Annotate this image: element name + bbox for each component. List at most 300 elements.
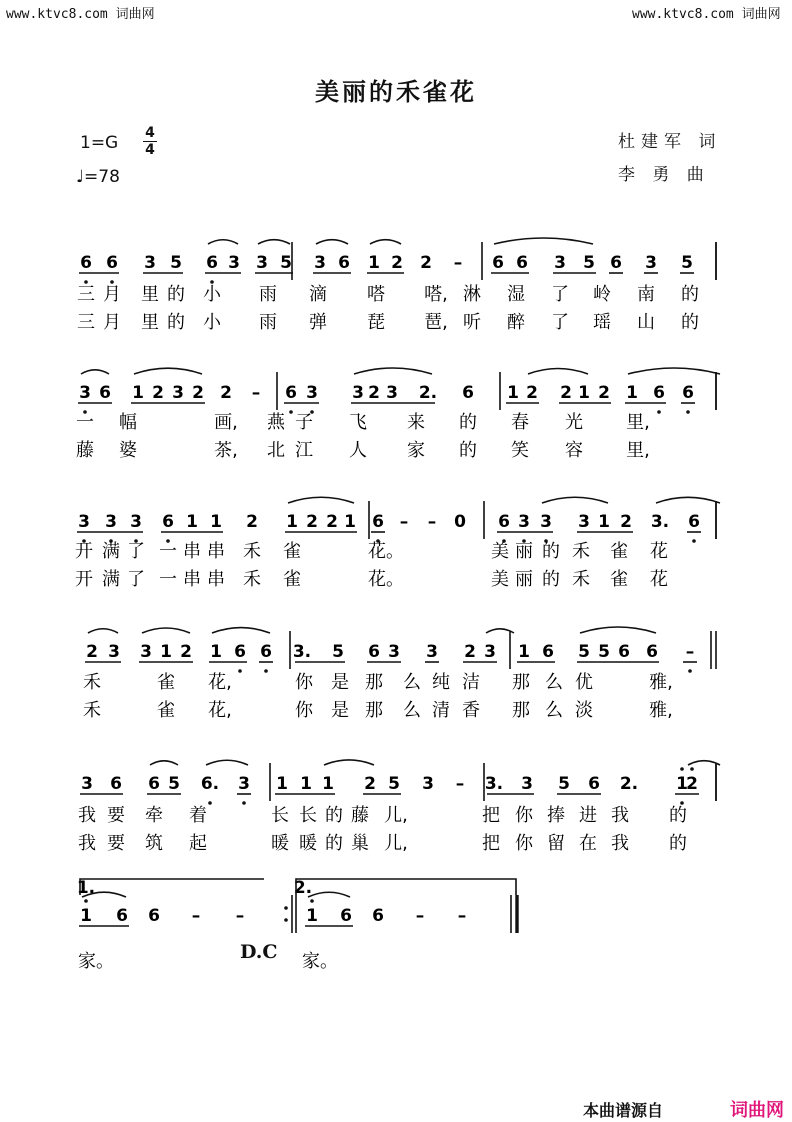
lyric-syllable: 容	[565, 440, 583, 461]
slur	[316, 240, 348, 244]
lyric-syllable: 你	[295, 672, 313, 693]
lyric-syllable: 我	[78, 833, 96, 854]
lyric-syllable: 优	[575, 672, 593, 693]
note: –	[427, 512, 437, 532]
note: 6	[682, 383, 694, 403]
lyric-syllable: 里	[141, 312, 159, 333]
repeat-dot	[284, 906, 288, 910]
lyric-syllable: 长	[271, 805, 289, 826]
note: 1	[578, 383, 590, 403]
note: 6	[340, 906, 352, 926]
note: 5	[388, 774, 400, 794]
lyric-syllable: 了	[551, 284, 569, 305]
lyric-syllable: 是	[331, 700, 349, 721]
note: 1	[276, 774, 288, 794]
composer-credit: 李 勇 曲	[618, 165, 710, 185]
slur	[212, 628, 270, 633]
note: 3	[645, 253, 657, 273]
note: 3.	[292, 642, 312, 662]
note: 6	[116, 906, 128, 926]
note: 6	[148, 774, 160, 794]
note: 1	[80, 906, 92, 926]
lyric-syllable: 雨	[259, 312, 277, 333]
lyricist-credit: 杜建军 词	[618, 132, 722, 152]
note: 3	[81, 774, 93, 794]
lyric-syllable: 雀	[610, 569, 628, 590]
lyric-syllable: 串	[183, 569, 201, 590]
lyric-syllable: 是	[331, 672, 349, 693]
lyric-syllable: 禾	[572, 541, 590, 562]
slur	[580, 627, 656, 633]
note: 6	[588, 774, 600, 794]
lyric-syllable: 南	[637, 284, 655, 305]
lyric-syllable: 花,	[208, 700, 232, 721]
lyric-syllable: 禾	[572, 569, 590, 590]
lyric-syllable: 光	[565, 412, 583, 433]
octave-dot-low	[238, 669, 242, 673]
lyric-syllable: 长	[299, 805, 317, 826]
lyric-syllable: 捧	[547, 805, 565, 826]
note: 2	[464, 642, 476, 662]
note: 3	[306, 383, 318, 403]
slur	[308, 892, 350, 897]
lyric-syllable: 燕	[267, 412, 285, 433]
note: 3	[314, 253, 326, 273]
lyric-syllable: 么	[545, 700, 563, 721]
lyric-syllable: 串	[207, 569, 225, 590]
lyric-syllable: 里,	[626, 412, 650, 433]
lyric-syllable: 滴	[309, 284, 327, 305]
note: 6.	[200, 774, 220, 794]
lyric-syllable: 的	[681, 312, 699, 333]
note: 3	[78, 512, 90, 532]
lyric-syllable: 月	[103, 284, 121, 305]
note: 6	[462, 383, 474, 403]
lyric-syllable: 藤	[76, 440, 94, 461]
note: –	[251, 383, 261, 403]
lyric-syllable: 三	[77, 312, 95, 333]
time-signature-bottom: 4	[145, 142, 155, 158]
octave-dot-low	[657, 410, 661, 414]
note: 1	[186, 512, 198, 532]
lyric-syllable: 了	[127, 569, 145, 590]
lyric-syllable: 花	[650, 541, 668, 562]
note: 1	[322, 774, 334, 794]
note: 3	[554, 253, 566, 273]
note: 6	[653, 383, 665, 403]
note: –	[453, 253, 463, 273]
lyric-syllable: 淋	[463, 284, 481, 305]
note: 1	[300, 774, 312, 794]
lyric-syllable: 了	[551, 312, 569, 333]
slur	[258, 240, 290, 244]
note: 2	[326, 512, 338, 532]
lyric-syllable: 你	[295, 700, 313, 721]
lyric-syllable: 筑	[145, 833, 163, 854]
note: 3	[144, 253, 156, 273]
note: 2.	[418, 383, 438, 403]
lyric-syllable: 小	[203, 284, 221, 305]
lyric-syllable: 里	[141, 284, 159, 305]
note: 5	[558, 774, 570, 794]
note: 6	[338, 253, 350, 273]
note: 1	[210, 512, 222, 532]
lyric-syllable: 牵	[145, 805, 163, 826]
lyric-syllable: 弹	[309, 312, 327, 333]
note: 3	[540, 512, 552, 532]
note: 3.	[484, 774, 504, 794]
slur	[88, 629, 118, 633]
note: 2	[368, 383, 380, 403]
lyric-syllable: 的	[167, 284, 185, 305]
lyric-syllable: 美	[491, 541, 509, 562]
lyric-syllable: 美	[491, 569, 509, 590]
lyric-syllable: 茶,	[214, 440, 238, 461]
note: 3	[105, 512, 117, 532]
note: 3	[238, 774, 250, 794]
octave-dot-high	[680, 767, 684, 771]
lyric-syllable: 么	[403, 700, 421, 721]
lyric-syllable: 里,	[626, 440, 650, 461]
lyric-syllable: 听	[463, 312, 481, 333]
note: 6	[162, 512, 174, 532]
octave-dot-low	[208, 801, 212, 805]
lyric-syllable: 丽	[515, 541, 533, 562]
note: 3	[521, 774, 533, 794]
note: 2	[180, 642, 192, 662]
lyric-syllable: 岭	[593, 284, 611, 305]
lyric-syllable: 禾	[83, 700, 101, 721]
note: 2	[598, 383, 610, 403]
lyric-syllable: 留	[547, 833, 565, 854]
note: –	[457, 906, 467, 926]
note: 3	[484, 642, 496, 662]
lyric-syllable: 你	[515, 805, 533, 826]
tempo-marking: ♩=78	[76, 167, 120, 187]
note: 5	[168, 774, 180, 794]
octave-dot-low	[264, 669, 268, 673]
note: 2	[152, 383, 164, 403]
note: 2	[526, 383, 538, 403]
lyric-syllable: 家。	[78, 951, 114, 972]
lyric-syllable: 起	[189, 833, 207, 854]
lyric-syllable: 把	[482, 833, 500, 854]
note: 3	[386, 383, 398, 403]
note: 6	[80, 253, 92, 273]
note: 6	[148, 906, 160, 926]
lyric-syllable: 串	[183, 541, 201, 562]
lyric-syllable: 巢	[351, 833, 369, 854]
lyric-syllable: 小	[203, 312, 221, 333]
note: 2	[192, 383, 204, 403]
note: 6	[492, 253, 504, 273]
lyric-syllable: 琵	[367, 312, 385, 333]
note: 3	[130, 512, 142, 532]
slur	[142, 628, 190, 633]
note: 3	[256, 253, 268, 273]
note: 2	[306, 512, 318, 532]
note: 6	[110, 774, 122, 794]
note: 3	[426, 642, 438, 662]
note: –	[455, 774, 465, 794]
lyric-syllable: 我	[611, 833, 629, 854]
volta-label-1: 1.	[76, 878, 96, 898]
note: 6	[498, 512, 510, 532]
lyric-syllable: 的	[681, 284, 699, 305]
lyric-syllable: 了	[127, 541, 145, 562]
note: 6	[106, 253, 118, 273]
lyric-syllable: 满	[102, 541, 120, 562]
lyric-syllable: 开	[75, 541, 93, 562]
lyric-syllable: 香	[462, 700, 480, 721]
lyric-syllable: 一	[159, 569, 177, 590]
lyric-syllable: 在	[579, 833, 597, 854]
lyric-syllable: 北	[267, 440, 285, 461]
lyric-syllable: 的	[325, 805, 343, 826]
note: 6	[618, 642, 630, 662]
lyric-syllable: 雨	[259, 284, 277, 305]
lyric-syllable: 的	[669, 833, 687, 854]
lyric-syllable: 醉	[507, 312, 525, 333]
lyric-syllable: 琶,	[424, 312, 448, 333]
note: 3	[422, 774, 434, 794]
lyric-syllable: 花。	[368, 541, 404, 562]
octave-dot-low	[242, 801, 246, 805]
lyric-syllable: 要	[107, 805, 125, 826]
lyric-syllable: 暖	[271, 833, 289, 854]
note: 5	[332, 642, 344, 662]
lyric-syllable: 么	[545, 672, 563, 693]
slur	[134, 368, 202, 374]
note: 6	[260, 642, 272, 662]
lyric-syllable: 那	[512, 672, 530, 693]
note: 2	[420, 253, 432, 273]
note: 1	[626, 383, 638, 403]
lyric-syllable: 儿,	[384, 833, 408, 854]
note: 3	[578, 512, 590, 532]
note: 0	[454, 512, 466, 532]
lyric-syllable: 三	[77, 284, 95, 305]
note: 6	[99, 383, 111, 403]
lyric-syllable: 把	[482, 805, 500, 826]
note: –	[235, 906, 245, 926]
lyric-syllable: 家。	[302, 951, 338, 972]
lyric-syllable: 的	[325, 833, 343, 854]
note: 1	[210, 642, 222, 662]
lyric-syllable: 儿,	[384, 805, 408, 826]
lyric-syllable: 月	[103, 312, 121, 333]
repeat-dot	[284, 918, 288, 922]
note: 6	[285, 383, 297, 403]
slur	[370, 240, 401, 244]
lyric-syllable: 暖	[299, 833, 317, 854]
note: 1	[344, 512, 356, 532]
slur	[150, 761, 178, 765]
lyric-syllable: 一	[159, 541, 177, 562]
note: 1	[160, 642, 172, 662]
note: 3	[79, 383, 91, 403]
octave-dot-low	[686, 410, 690, 414]
lyric-syllable: 笑	[511, 440, 529, 461]
note: 6	[372, 906, 384, 926]
lyric-syllable: 婆	[119, 440, 137, 461]
note: 6	[542, 642, 554, 662]
lyric-syllable: 那	[365, 700, 383, 721]
note: 1	[132, 383, 144, 403]
note: 6	[234, 642, 246, 662]
lyric-syllable: 么	[403, 672, 421, 693]
note: 1	[507, 383, 519, 403]
note: 2	[86, 642, 98, 662]
octave-dot-low	[692, 539, 696, 543]
lyric-syllable: 家	[407, 440, 425, 461]
lyric-syllable: 花。	[368, 569, 404, 590]
note: 1	[306, 906, 318, 926]
note: 5	[598, 642, 610, 662]
slur	[656, 497, 720, 503]
lyric-syllable: 来	[407, 412, 425, 433]
lyric-syllable: 子	[295, 412, 313, 433]
lyric-syllable: 淡	[575, 700, 593, 721]
note: 3	[140, 642, 152, 662]
lyric-syllable: 雀	[283, 541, 301, 562]
note: 3.	[650, 512, 670, 532]
lyric-syllable: 开	[75, 569, 93, 590]
note: 1	[518, 642, 530, 662]
note: 6	[646, 642, 658, 662]
note: 1	[676, 774, 688, 794]
lyric-syllable: 纯	[432, 672, 450, 693]
lyric-syllable: 那	[365, 672, 383, 693]
note: 3	[228, 253, 240, 273]
octave-dot-low	[688, 669, 692, 673]
lyric-syllable: 雀	[610, 541, 628, 562]
lyric-syllable: 的	[669, 805, 687, 826]
note: 6	[610, 253, 622, 273]
lyric-syllable: 嗒,	[424, 284, 448, 305]
lyric-syllable: 禾	[83, 672, 101, 693]
slur	[628, 368, 720, 374]
note: 5	[681, 253, 693, 273]
note: 1	[368, 253, 380, 273]
lyric-syllable: 那	[512, 700, 530, 721]
note: 6	[206, 253, 218, 273]
key-signature: 1=G	[80, 133, 119, 153]
note: 3	[108, 642, 120, 662]
note: 3	[388, 642, 400, 662]
lyric-syllable: 清	[432, 700, 450, 721]
lyric-syllable: 丽	[515, 569, 533, 590]
note: 2	[364, 774, 376, 794]
note: 2.	[619, 774, 639, 794]
note: –	[399, 512, 409, 532]
lyric-syllable: 春	[511, 412, 529, 433]
song-title: 美丽的禾雀花	[315, 78, 477, 106]
slur	[288, 497, 354, 503]
note: 1	[598, 512, 610, 532]
lyric-syllable: 湿	[507, 284, 525, 305]
note: 3	[518, 512, 530, 532]
lyric-syllable: 你	[515, 833, 533, 854]
lyric-syllable: 山	[637, 312, 655, 333]
octave-dot-high	[690, 767, 694, 771]
lyric-syllable: 画,	[214, 412, 238, 433]
note: 5	[170, 253, 182, 273]
lyric-syllable: 的	[542, 569, 560, 590]
note: 2	[686, 774, 698, 794]
slur	[542, 497, 608, 503]
note: 3	[172, 383, 184, 403]
note: 2	[620, 512, 632, 532]
da-capo-marking: D.C	[240, 941, 278, 963]
note: 1	[286, 512, 298, 532]
note: 5	[280, 253, 292, 273]
note: –	[685, 642, 695, 662]
lyric-syllable: 禾	[243, 541, 261, 562]
lyric-syllable: 满	[102, 569, 120, 590]
slur	[206, 760, 248, 765]
watermark-left: www.ktvc8.com 词曲网	[6, 7, 155, 22]
lyric-syllable: 禾	[243, 569, 261, 590]
lyric-syllable: 藤	[351, 805, 369, 826]
slur	[494, 238, 593, 244]
octave-dot-high	[84, 899, 88, 903]
note: 6	[516, 253, 528, 273]
lyric-syllable: 串	[207, 541, 225, 562]
lyric-syllable: 我	[78, 805, 96, 826]
note: 2	[246, 512, 258, 532]
lyric-syllable: 进	[579, 805, 597, 826]
lyric-syllable: 雅,	[649, 700, 673, 721]
slur	[324, 760, 374, 765]
lyric-syllable: 花,	[208, 672, 232, 693]
lyric-syllable: 雀	[157, 700, 175, 721]
octave-dot-high	[310, 899, 314, 903]
lyric-syllable: 雀	[283, 569, 301, 590]
lyric-syllable: 的	[167, 312, 185, 333]
note: 2	[560, 383, 572, 403]
lyric-syllable: 雀	[157, 672, 175, 693]
slur	[81, 370, 109, 374]
lyric-syllable: 雅,	[649, 672, 673, 693]
lyric-syllable: 洁	[462, 672, 480, 693]
slur	[208, 240, 238, 244]
lyric-syllable: 着	[189, 805, 207, 826]
lyric-syllable: 飞	[349, 412, 367, 433]
note: 5	[583, 253, 595, 273]
octave-dot-low	[289, 410, 293, 414]
lyric-syllable: 嗒	[367, 284, 385, 305]
lyric-syllable: 花	[650, 569, 668, 590]
footer-brand[interactable]: 词曲网	[730, 1100, 784, 1121]
note: –	[415, 906, 425, 926]
lyric-syllable: 的	[459, 440, 477, 461]
footer-source: 本曲谱源自	[583, 1101, 664, 1120]
lyric-syllable: 要	[107, 833, 125, 854]
note: 5	[578, 642, 590, 662]
time-signature-top: 4	[145, 125, 155, 141]
lyric-syllable: 人	[349, 440, 367, 461]
lyric-syllable: 我	[611, 805, 629, 826]
note: 3	[352, 383, 364, 403]
lyric-syllable: 一	[76, 412, 94, 433]
lyric-syllable: 瑶	[593, 312, 611, 333]
note: 2	[391, 253, 403, 273]
note: 6	[372, 512, 384, 532]
lyric-syllable: 江	[295, 440, 313, 461]
slur	[528, 369, 588, 375]
lyric-syllable: 的	[542, 541, 560, 562]
